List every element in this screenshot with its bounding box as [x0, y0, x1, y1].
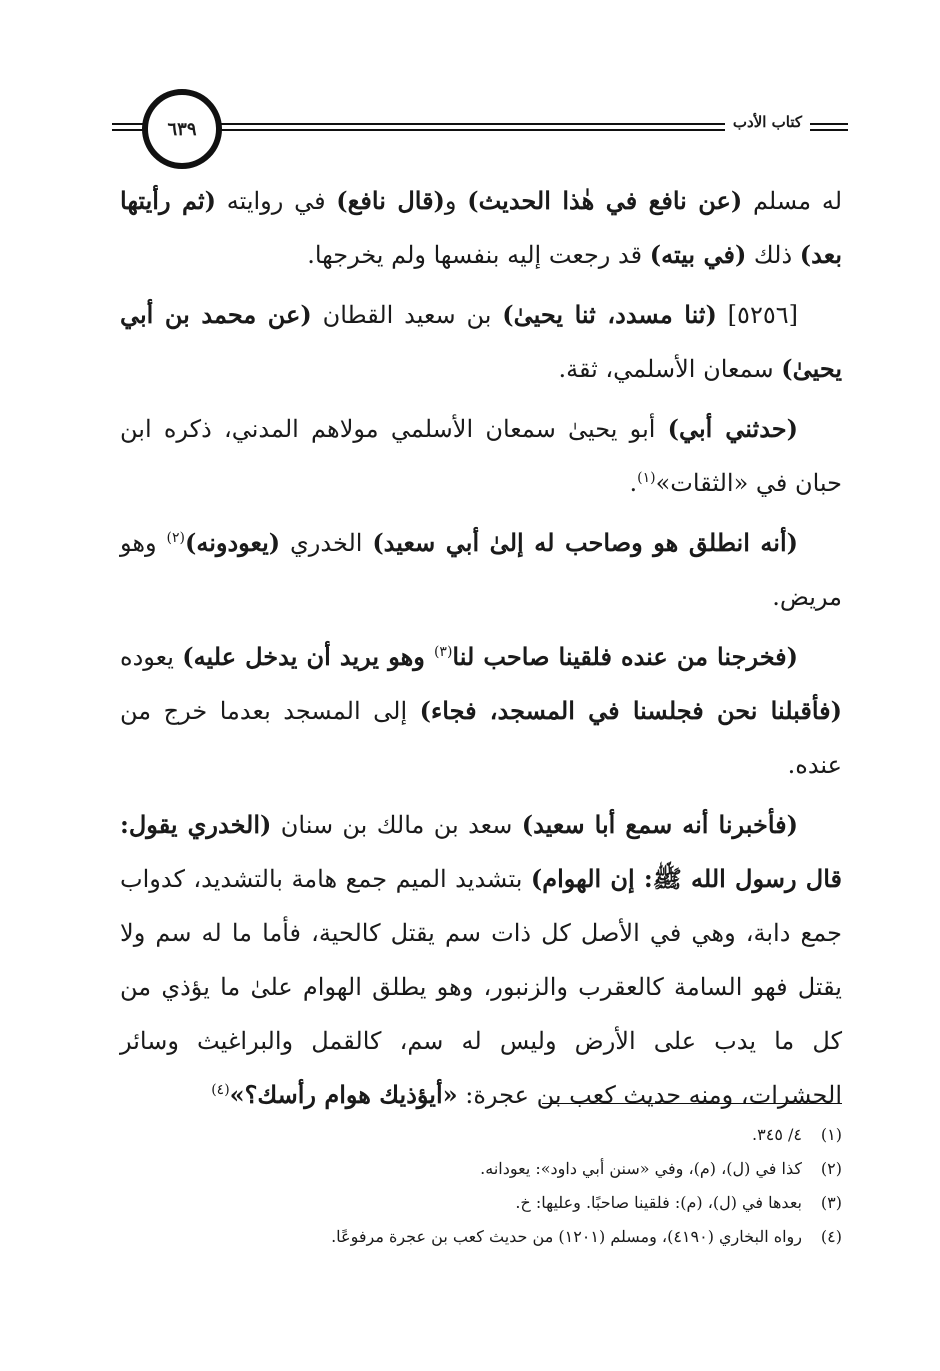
text: ذلك [746, 241, 800, 269]
text: الخدري [280, 529, 373, 557]
paragraph-1 [120, 174, 842, 282]
quote: (حدثني أبي) [667, 414, 798, 443]
page-number: ٦٣٩ [142, 89, 222, 169]
footnote-text: رواه البخاري (٤١٩٠)، ومسلم (١٢٠١) من حديث كعب بن عجرة مرفوعًا. [331, 1227, 802, 1246]
text: أبو يحيىٰ سمعان الأسلمي مولاهم المدني، ذكره ابن حبان في «الثقات» [120, 415, 842, 497]
text: بتشديد الميم جمع هامة بالتشديد، كدواب جمع دابة، وهي في الأصل كل ذات سم يقتل كالحية، فأما ما له سم ولا يقتل فهو السامة كالعقرب والزنبور، وهو يطلق الهوام علىٰ ما يؤذي من كل ما يدب على الأرض وليس له سم، كالقمل والبراغيث وسائر الحشرات، ومنه حديث كعب بن عجرة: [120, 865, 842, 1109]
text: إلى المسجد بعدما خرج من عنده. [120, 697, 842, 779]
quote: (ثم رأيتها بعد) [120, 186, 842, 269]
text: سمعان الأسلمي، ثقة. [558, 355, 782, 383]
paragraph-4 [120, 516, 842, 624]
page-header [112, 85, 848, 175]
quote: وهو يريد أن يدخل عليه) [182, 642, 434, 671]
footnote-text: ٤/ ٣٤٥. [752, 1125, 802, 1144]
footnote-1 [120, 1118, 842, 1152]
quote: (أنه انطلق هو وصاحب له إلىٰ أبي سعيد) [372, 528, 799, 557]
text: وهو مريض. [120, 529, 842, 611]
footnote-number: (١) [820, 1125, 842, 1144]
paragraph-5 [120, 630, 842, 792]
quote: (فأقبلنا نحن فجلسنا في المسجد، فجاء) [419, 696, 843, 725]
paragraph-3 [120, 402, 842, 510]
quote: (قال نافع) [336, 186, 445, 215]
footnote-text: بعدها في (ل)، (م): فلقينا صاحبًا. وعليها: خ. [515, 1193, 802, 1212]
text: بن سعيد القطان [311, 301, 503, 329]
text: له مسلم [742, 187, 843, 215]
main-text [120, 174, 842, 1128]
text: . [629, 469, 638, 497]
footnote-text: كذا في (ل)، (م)، وفي «سنن أبي داود»: يعودانه. [480, 1159, 802, 1178]
hadith-number: [٥٢٥٦] [716, 301, 798, 329]
text: سعد بن مالك بن سنان [271, 811, 522, 839]
quote: (عن محمد بن أبي يحيىٰ) [120, 300, 842, 383]
footnote-number: (٢) [820, 1159, 842, 1178]
footnote-ref: (٢) [166, 530, 185, 546]
book-title: كتاب الأدب [725, 113, 810, 131]
text: في روايته [216, 187, 337, 215]
footnote-ref: (١) [637, 470, 656, 486]
footnote-ref: (٤) [211, 1082, 230, 1098]
footnote-2 [120, 1152, 842, 1186]
footnote-number: (٤) [820, 1227, 842, 1246]
footnote-divider [542, 1103, 842, 1104]
footnotes [120, 1118, 842, 1254]
quote: (عن نافع في هٰذا الحديث) [467, 186, 743, 215]
paragraph-2 [120, 288, 842, 396]
paragraph-6 [120, 798, 842, 1122]
quote: (فأخبرنا أنه سمع أبا سعيد) [521, 810, 799, 839]
quote: (يعودونه) [184, 528, 281, 557]
text: يعوده [120, 643, 183, 671]
footnote-3 [120, 1186, 842, 1220]
quote: (الخدري يقول: قال رسول الله ﷺ: إن الهوام) [120, 810, 842, 893]
text: قد رجعت إليه بنفسها ولم يخرجها. [307, 241, 650, 269]
footnote-ref: (٣) [433, 644, 453, 660]
footnote-4 [120, 1220, 842, 1254]
quote: «أيؤذيك هوام رأسك؟» [229, 1080, 458, 1109]
quote: (في بيته) [649, 240, 747, 269]
footnote-number: (٣) [820, 1193, 842, 1212]
quote: (فخرجنا من عنده فلقينا صاحب لنا [452, 642, 799, 671]
text: و [444, 187, 468, 215]
quote: (ثنا مسدد، ثنا يحيىٰ) [502, 300, 717, 329]
